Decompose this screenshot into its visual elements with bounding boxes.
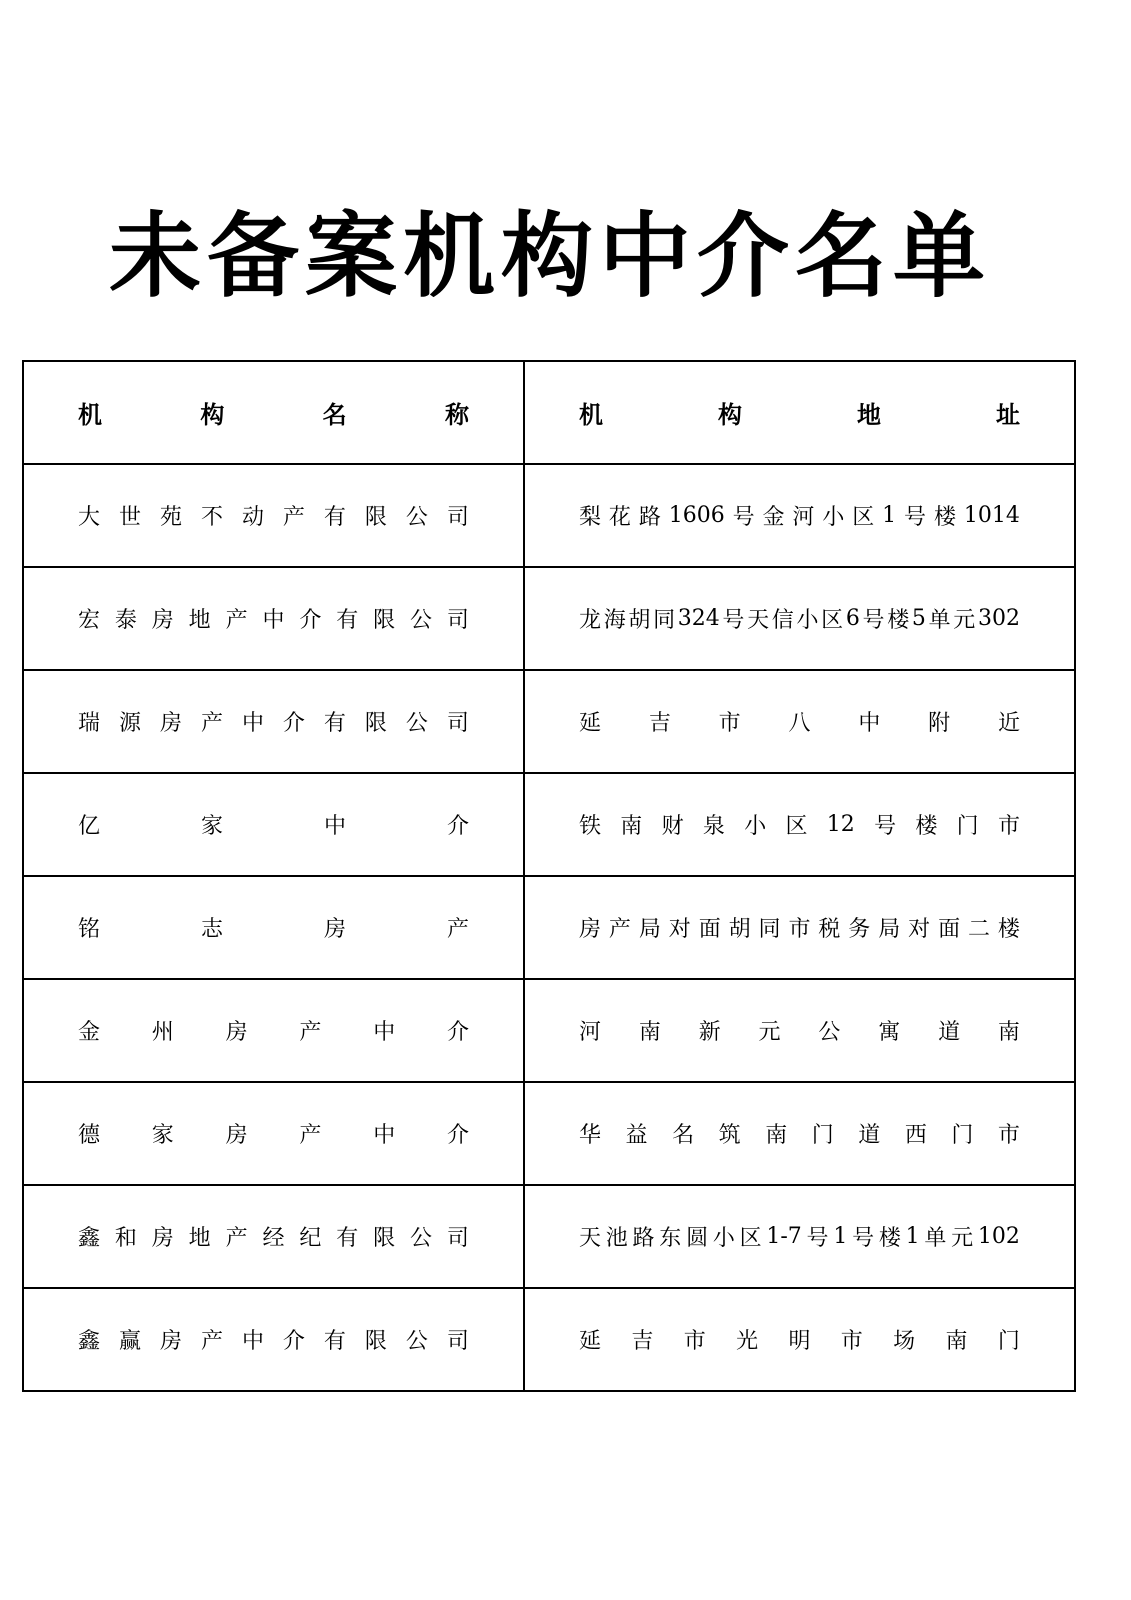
text-glyph: 德 [78, 1123, 101, 1148]
text-glyph: 房 [579, 917, 602, 942]
text-glyph: 天 [579, 1226, 602, 1251]
text-glyph: 限 [364, 711, 387, 736]
text-glyph: 胡 [728, 917, 751, 942]
text-glyph: 1606 [668, 503, 725, 528]
text-glyph: 楼 [887, 608, 910, 633]
text-glyph: 市 [683, 1329, 706, 1354]
text-glyph: 天 [747, 608, 770, 633]
table-row [23, 876, 1075, 979]
text-glyph: 元 [953, 608, 976, 633]
text-glyph: 南 [620, 814, 643, 839]
page-title: 未备案机构中介名单 [108, 202, 991, 310]
text-glyph: 称 [444, 401, 469, 429]
text-glyph: 务 [848, 917, 871, 942]
text-glyph: 路 [638, 505, 661, 530]
text-glyph: 延 [579, 711, 602, 736]
text-glyph: 公 [410, 1226, 433, 1251]
agency-address [579, 1118, 1020, 1149]
text-glyph: 有 [323, 505, 346, 530]
text-glyph: 中 [373, 1020, 396, 1045]
agency-address-cell [524, 567, 1075, 670]
text-glyph: 产 [282, 505, 305, 530]
text-glyph: 门 [951, 1123, 974, 1148]
agency-address-cell [524, 773, 1075, 876]
text-glyph: 市 [997, 814, 1020, 839]
text-glyph: 八 [788, 711, 811, 736]
agency-name [78, 1324, 469, 1355]
text-glyph: 寓 [878, 1020, 901, 1045]
agency-address [579, 1015, 1020, 1046]
agency-address [579, 706, 1020, 737]
text-glyph: 金 [762, 505, 785, 530]
text-glyph: 小 [712, 1226, 735, 1251]
text-glyph: 名 [322, 401, 347, 429]
agency-address [579, 603, 1020, 634]
agency-address [579, 500, 1020, 531]
table-row [23, 773, 1075, 876]
text-glyph: 亿 [78, 814, 101, 839]
text-glyph: 地 [188, 608, 211, 633]
text-glyph: 小 [822, 505, 845, 530]
text-glyph: 中 [262, 608, 285, 633]
text-glyph: 明 [788, 1329, 811, 1354]
text-glyph: 公 [818, 1020, 841, 1045]
text-glyph: 限 [373, 608, 396, 633]
text-glyph: 限 [373, 1226, 396, 1251]
text-glyph: 介 [299, 608, 322, 633]
text-glyph: 产 [446, 917, 469, 942]
text-glyph: 区 [785, 814, 808, 839]
agency-address [579, 1324, 1020, 1355]
agency-name [78, 1015, 469, 1046]
agency-address [579, 809, 1020, 840]
text-glyph: 5 [911, 606, 926, 631]
agency-address-cell [524, 876, 1075, 979]
text-glyph: 构 [200, 401, 225, 429]
agency-name-cell [23, 979, 524, 1082]
text-glyph: 房 [225, 1020, 248, 1045]
text-glyph: 元 [951, 1226, 974, 1251]
text-glyph: 道 [938, 1020, 961, 1045]
text-glyph: 区 [739, 1226, 762, 1251]
text-glyph: 司 [446, 1329, 469, 1354]
text-glyph: 地 [188, 1226, 211, 1251]
agency-name-cell [23, 567, 524, 670]
text-glyph: 南 [997, 1020, 1020, 1045]
text-glyph: 元 [758, 1020, 781, 1045]
agency-table [22, 360, 1076, 1392]
text-glyph: 司 [446, 608, 469, 633]
agency-address [579, 1221, 1020, 1252]
text-glyph: 家 [200, 814, 223, 839]
text-glyph: 附 [928, 711, 951, 736]
text-glyph: 1 [833, 1224, 848, 1249]
text-glyph: 动 [241, 505, 264, 530]
text-glyph: 对 [668, 917, 691, 942]
text-glyph: 场 [893, 1329, 916, 1354]
text-glyph: 司 [446, 711, 469, 736]
text-glyph: 州 [151, 1020, 174, 1045]
text-glyph: 道 [858, 1123, 881, 1148]
text-glyph: 号 [732, 505, 755, 530]
text-glyph: 号 [852, 1226, 875, 1251]
text-glyph: 12 [826, 812, 855, 837]
text-glyph: 市 [840, 1329, 863, 1354]
text-glyph: 公 [410, 608, 433, 633]
text-glyph: 二 [967, 917, 990, 942]
text-glyph: 产 [225, 608, 248, 633]
text-glyph: 不 [200, 505, 223, 530]
text-glyph: 门 [997, 1329, 1020, 1354]
agency-address-cell [524, 1185, 1075, 1288]
text-glyph: 大 [78, 505, 101, 530]
text-glyph: 河 [579, 1020, 602, 1045]
agency-address-cell [524, 1288, 1075, 1391]
text-glyph: 鑫 [78, 1226, 101, 1251]
text-glyph: 门 [956, 814, 979, 839]
text-glyph: 号 [904, 505, 927, 530]
text-glyph: 楼 [933, 505, 956, 530]
text-glyph: 鑫 [78, 1329, 101, 1354]
text-glyph: 益 [625, 1123, 648, 1148]
text-glyph: 单 [924, 1226, 947, 1251]
text-glyph: 限 [364, 1329, 387, 1354]
text-glyph: 世 [118, 505, 141, 530]
table-row [23, 464, 1075, 567]
text-glyph: 名 [672, 1123, 695, 1148]
table-row [23, 1288, 1075, 1391]
text-glyph: 1 [882, 503, 897, 528]
text-glyph: 市 [997, 1123, 1020, 1148]
text-glyph: 机 [78, 401, 102, 429]
text-glyph: 经 [262, 1226, 285, 1251]
text-glyph: 构 [718, 401, 742, 429]
text-glyph: 介 [282, 711, 305, 736]
text-glyph: 泰 [114, 608, 137, 633]
text-glyph: 河 [792, 505, 815, 530]
text-glyph: 房 [159, 1329, 182, 1354]
text-glyph: 信 [771, 608, 794, 633]
agency-name-cell [23, 1288, 524, 1391]
agency-name-cell [23, 1082, 524, 1185]
agency-name [78, 912, 469, 943]
text-glyph: 铁 [579, 814, 602, 839]
text-glyph: 有 [336, 1226, 359, 1251]
text-glyph: 产 [299, 1123, 322, 1148]
text-glyph: 区 [821, 608, 844, 633]
text-glyph: 池 [605, 1226, 628, 1251]
text-glyph: 产 [225, 1226, 248, 1251]
text-glyph: 介 [282, 1329, 305, 1354]
text-glyph: 司 [446, 505, 469, 530]
text-glyph: 址 [996, 401, 1020, 429]
text-glyph: 中 [323, 814, 346, 839]
text-glyph: 产 [200, 1329, 223, 1354]
table-row [23, 567, 1075, 670]
text-glyph: 圆 [686, 1226, 709, 1251]
text-glyph: 花 [608, 505, 631, 530]
text-glyph: 公 [405, 505, 428, 530]
agency-address-cell [524, 670, 1075, 773]
text-glyph: 1014 [963, 503, 1020, 528]
text-glyph: 1-7 [766, 1224, 802, 1249]
header-agency-name [23, 361, 524, 464]
table-row [23, 1185, 1075, 1288]
text-glyph: 南 [765, 1123, 788, 1148]
text-glyph: 产 [299, 1020, 322, 1045]
text-glyph: 302 [977, 606, 1020, 631]
text-glyph: 号 [862, 608, 885, 633]
text-glyph: 龙 [579, 608, 602, 633]
text-glyph: 门 [811, 1123, 834, 1148]
text-glyph: 苑 [159, 505, 182, 530]
text-glyph: 中 [241, 711, 264, 736]
agency-name-cell [23, 773, 524, 876]
text-glyph: 纪 [299, 1226, 322, 1251]
agency-name-cell [23, 876, 524, 979]
text-glyph: 中 [241, 1329, 264, 1354]
text-glyph: 有 [336, 608, 359, 633]
agency-name [78, 809, 469, 840]
text-glyph: 泉 [702, 814, 725, 839]
agency-name [78, 1118, 469, 1149]
text-glyph: 南 [638, 1020, 661, 1045]
agency-name-cell [23, 1185, 524, 1288]
text-glyph: 区 [852, 505, 875, 530]
agency-name [78, 603, 469, 634]
text-glyph: 地 [857, 401, 881, 429]
text-glyph: 房 [151, 608, 174, 633]
agency-address-cell [524, 464, 1075, 567]
text-glyph: 吉 [631, 1329, 654, 1354]
text-glyph: 源 [118, 711, 141, 736]
text-glyph: 胡 [628, 608, 651, 633]
agency-address [579, 912, 1020, 943]
text-glyph: 介 [446, 1123, 469, 1148]
text-glyph: 西 [904, 1123, 927, 1148]
text-glyph: 1 [905, 1224, 920, 1249]
text-glyph: 房 [159, 711, 182, 736]
text-glyph: 单 [928, 608, 951, 633]
text-glyph: 赢 [118, 1329, 141, 1354]
text-glyph: 房 [151, 1226, 174, 1251]
text-glyph: 梨 [579, 505, 602, 530]
text-glyph: 产 [200, 711, 223, 736]
text-glyph: 产 [608, 917, 631, 942]
text-glyph: 有 [323, 1329, 346, 1354]
text-glyph: 东 [659, 1226, 682, 1251]
text-glyph: 新 [698, 1020, 721, 1045]
text-glyph: 楼 [915, 814, 938, 839]
text-glyph: 局 [878, 917, 901, 942]
text-glyph: 筑 [718, 1123, 741, 1148]
text-glyph: 号 [722, 608, 745, 633]
text-glyph: 税 [818, 917, 841, 942]
text-glyph: 公 [405, 711, 428, 736]
text-glyph: 市 [788, 917, 811, 942]
agency-address-cell [524, 979, 1075, 1082]
text-glyph: 司 [446, 1226, 469, 1251]
table-row [23, 1082, 1075, 1185]
text-glyph: 铭 [78, 917, 101, 942]
text-glyph: 瑞 [78, 711, 101, 736]
text-glyph: 102 [977, 1224, 1020, 1249]
text-glyph: 财 [661, 814, 684, 839]
text-glyph: 家 [151, 1123, 174, 1148]
text-glyph: 小 [796, 608, 819, 633]
text-glyph: 324 [677, 606, 720, 631]
text-glyph: 面 [938, 917, 961, 942]
text-glyph: 有 [323, 711, 346, 736]
text-glyph: 延 [579, 1329, 602, 1354]
text-glyph: 吉 [648, 711, 671, 736]
header-tokens [579, 395, 1020, 430]
table-row [23, 670, 1075, 773]
text-glyph: 房 [323, 917, 346, 942]
text-glyph: 小 [744, 814, 767, 839]
agency-address-cell [524, 1082, 1075, 1185]
header-tokens [78, 395, 469, 430]
text-glyph: 宏 [78, 608, 101, 633]
text-glyph: 和 [114, 1226, 137, 1251]
text-glyph: 中 [858, 711, 881, 736]
text-glyph: 同 [653, 608, 676, 633]
text-glyph: 楼 [997, 917, 1020, 942]
agency-name [78, 706, 469, 737]
text-glyph: 房 [225, 1123, 248, 1148]
text-glyph: 金 [78, 1020, 101, 1045]
text-glyph: 限 [364, 505, 387, 530]
text-glyph: 华 [579, 1123, 602, 1148]
text-glyph: 介 [446, 814, 469, 839]
text-glyph: 南 [945, 1329, 968, 1354]
text-glyph: 中 [373, 1123, 396, 1148]
text-glyph: 号 [874, 814, 897, 839]
text-glyph: 公 [405, 1329, 428, 1354]
text-glyph: 海 [603, 608, 626, 633]
text-glyph: 介 [446, 1020, 469, 1045]
agency-name-cell [23, 670, 524, 773]
text-glyph: 路 [632, 1226, 655, 1251]
text-glyph: 面 [698, 917, 721, 942]
text-glyph: 市 [718, 711, 741, 736]
text-glyph: 近 [997, 711, 1020, 736]
agency-name [78, 500, 469, 531]
text-glyph: 6 [845, 606, 860, 631]
agency-name [78, 1221, 469, 1252]
header-agency-address [524, 361, 1075, 464]
text-glyph: 对 [908, 917, 931, 942]
text-glyph: 志 [200, 917, 223, 942]
text-glyph: 同 [758, 917, 781, 942]
text-glyph: 局 [638, 917, 661, 942]
agency-name-cell [23, 464, 524, 567]
text-glyph: 号 [806, 1226, 829, 1251]
table-row [23, 979, 1075, 1082]
table-header-row [23, 361, 1075, 464]
text-glyph: 楼 [878, 1226, 901, 1251]
text-glyph: 机 [579, 401, 603, 429]
text-glyph: 光 [736, 1329, 759, 1354]
